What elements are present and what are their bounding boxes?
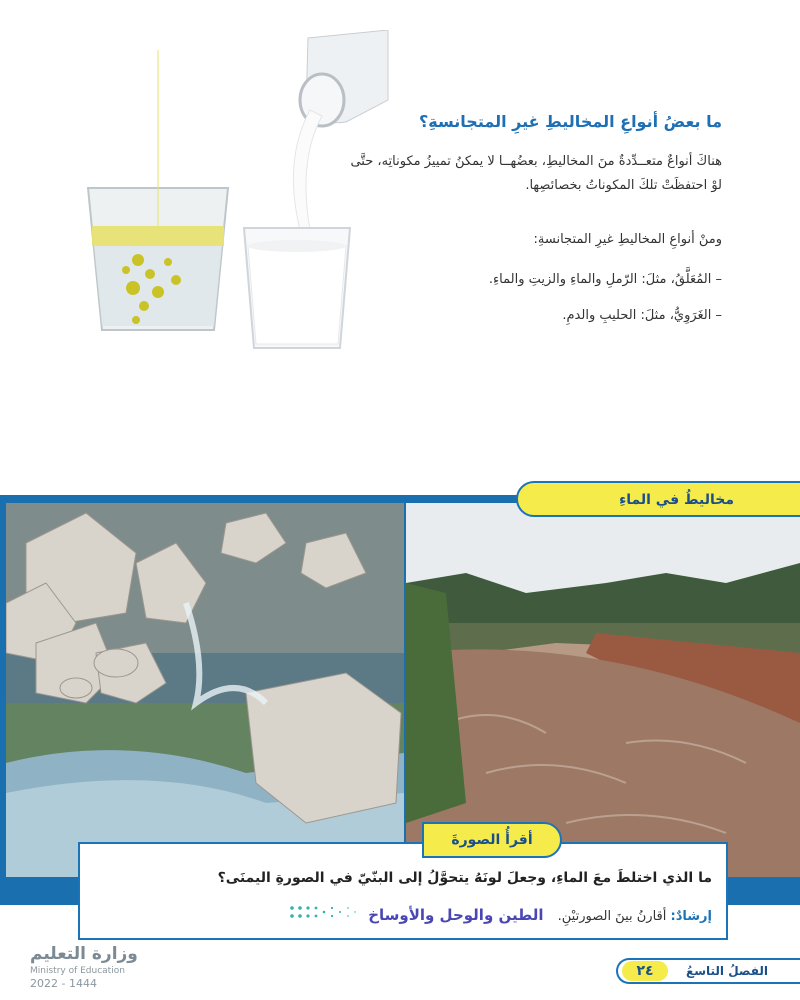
milk-glass-illustration: [244, 228, 350, 348]
handwritten-answer: الطين والوحل والأوساخ: [368, 906, 544, 924]
mixtures-in-water-tab: مخاليطُ في الماءِ: [516, 481, 800, 517]
read-image-question: ما الذي اختلطَ معَ الماءِ، وجعلَ لونَهُ يتحوَّلُ إلى البنّيّ في الصورةِ اليمنَى؟: [217, 870, 712, 886]
hint-row: [92, 902, 712, 928]
read-image-tab: أقرأُ الصورةَ: [422, 822, 562, 858]
paragraph-intro: هناكَ أنواعٌ متعــدِّدةٌ منَ المخاليطِ، بعضُهــا لا يمكنُ تمييزُ مكوناتِه، حتَّى لوْ احتفظَتْ تلكَ المكوناتُ بخصائصِها.: [350, 154, 722, 193]
ministry-year: 2022 - 1444: [30, 977, 97, 990]
chapter-label: الفصلُ التاسعُ: [686, 964, 768, 978]
section-heading: ما بعضُ أنواعِ المخاليطِ غيرِ المتجانسةِ؟: [419, 112, 722, 131]
oil-water-glass-illustration: [88, 50, 228, 330]
page-number: ٢٤: [622, 961, 668, 981]
ministry-name-arabic: وزارة التعليم: [30, 944, 138, 964]
list-item-colloid: – الغَرَوِيُّ، مثلَ: الحليبِ والدمِ.: [562, 308, 722, 323]
clear-stream-photo: [6, 503, 404, 877]
milk-stream-illustration: [293, 110, 322, 230]
ministry-logo: [30, 944, 200, 990]
hint-label: إرشادٌ:: [670, 909, 712, 924]
decorative-dots-icon: [288, 904, 358, 930]
muddy-river-photo: [406, 503, 800, 877]
read-image-box: [78, 842, 728, 940]
ministry-name-english: Ministry of Education: [30, 966, 125, 976]
list-item-suspension: – المُعَلَّقُ، مثلَ: الرّملِ والماءِ والزيتِ والماءِ.: [488, 272, 722, 287]
hint-text: أقارنُ بينَ الصورتيْنِ.: [557, 909, 667, 924]
paragraph-types: ومنْ أنواعِ المخاليطِ غيرِ المتجانسةِ:: [533, 232, 722, 247]
mixture-types-list: [342, 262, 722, 334]
